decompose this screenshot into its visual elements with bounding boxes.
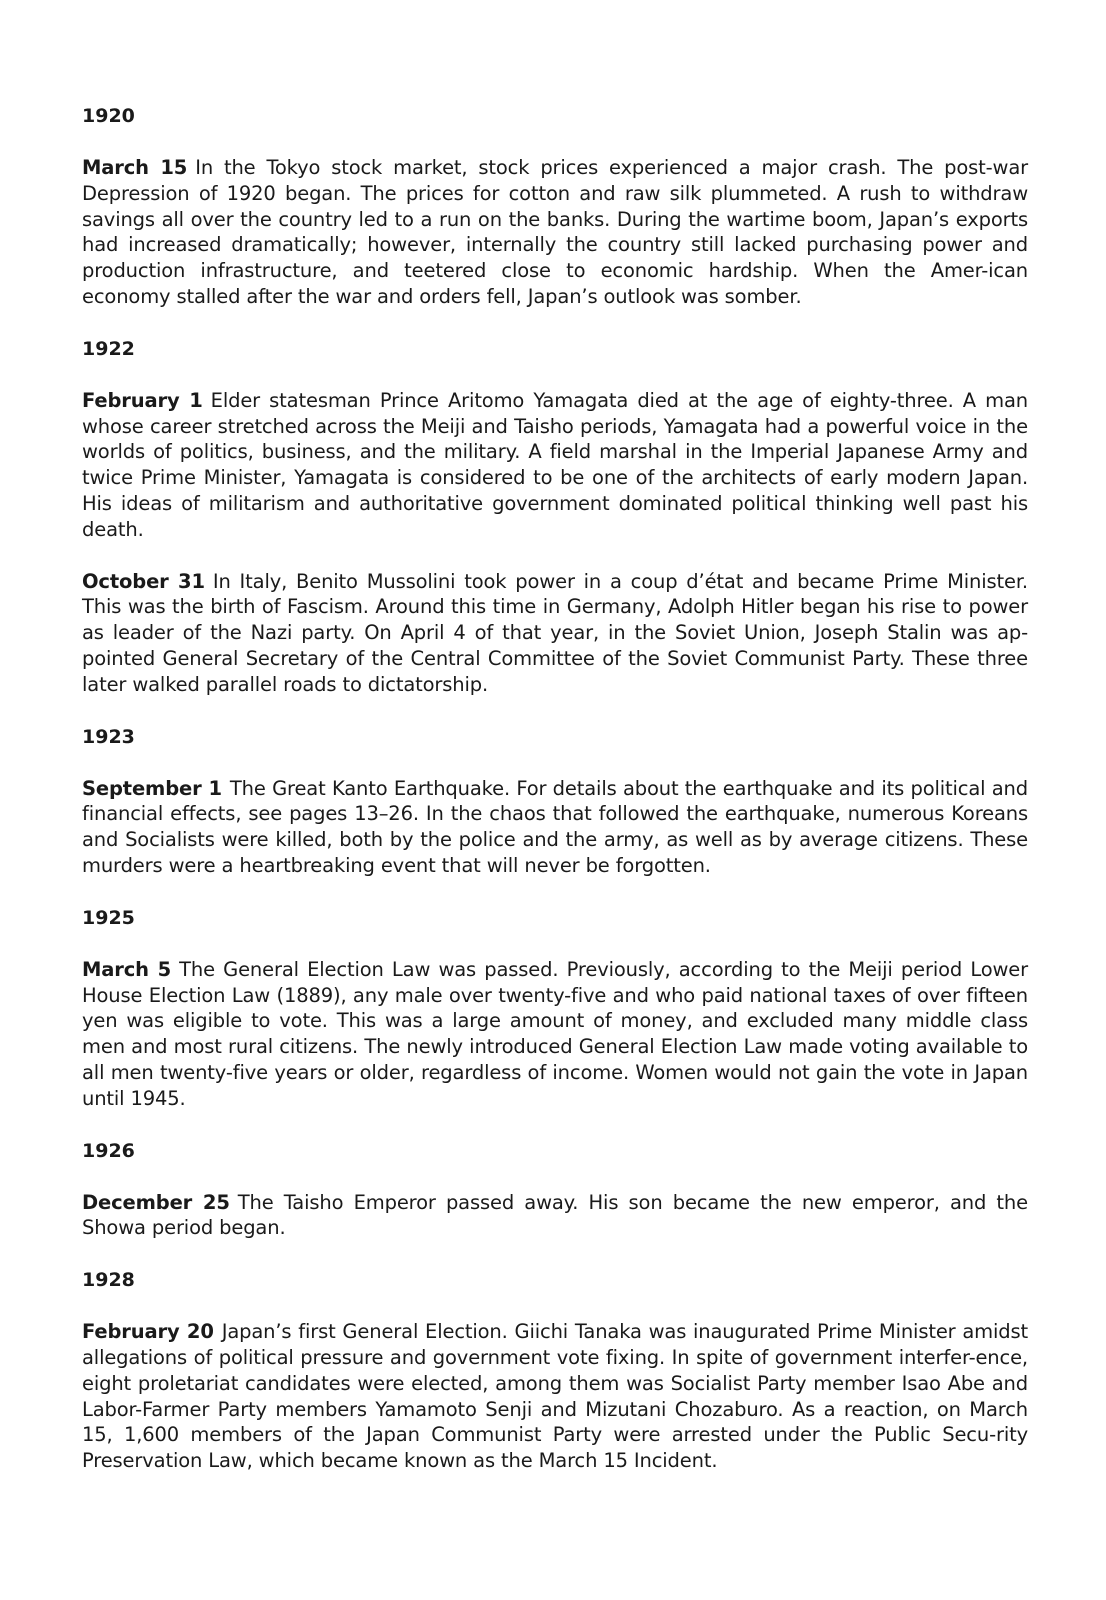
timeline-page: [82, 103, 1028, 1500]
entry-date: February 1: [82, 388, 203, 412]
entry-date: October 31: [82, 569, 205, 593]
entry-date: September 1: [82, 776, 222, 800]
timeline-entry: [82, 388, 1028, 543]
timeline-entry: [82, 569, 1028, 698]
entry-date: December 25: [82, 1190, 230, 1214]
entry-text: In Italy, Benito Mussolini took power in a coup d’état and became Prime Minister. This was the birth of Fascism. Around this time in Germany, Adolph Hitler began his rise to power as leader of the Nazi party. On April 4 of that year, in the Soviet Union, Joseph Stalin was ap-pointed General Secretary of the Central Committee of the Soviet Communist Party. These three later walked parallel roads to dictatorship.: [82, 569, 1028, 696]
entry-date: February 20: [82, 1320, 214, 1344]
year-heading: 1923: [82, 725, 135, 748]
entry-text: The Great Kanto Earthquake. For details about the earthquake and its political and financial effects, see pages 13–26. In the chaos that followed the earthquake, numerous Koreans and Socialists were killed, both by the police and the army, as well as by average citizens. These murders were a heartbreaking event that will never be forgotten.: [82, 776, 1028, 877]
year-heading: 1926: [82, 1139, 135, 1162]
timeline-entry: [82, 155, 1028, 310]
timeline-entry: [82, 776, 1028, 879]
entry-date: March 5: [82, 957, 172, 981]
timeline-entry: [82, 957, 1028, 1112]
entry-text: In the Tokyo stock market, stock prices experienced a major crash. The post-war Depression of 1920 began. The prices for cotton and raw silk plummeted. A rush to withdraw savings all over the country led to a run on the banks. During the wartime boom, Japan’s exports had increased dramatically; however, internally the country still lacked purchasing power and production infrastructure, and teetered close to economic hardship. When the Amer-ican economy stalled after the war and orders fell, Japan’s outlook was somber.: [82, 156, 1028, 308]
year-heading: 1925: [82, 906, 135, 929]
entry-date: March 15: [82, 156, 188, 179]
timeline-entry: [82, 1319, 1028, 1474]
timeline-entry: [82, 1190, 1028, 1242]
entry-text: Elder statesman Prince Aritomo Yamagata died at the age of eighty-three. A man whose career stretched across the Meiji and Taisho periods, Yamagata had a powerful voice in the worlds of politics, business, and the military. A field marshal in the Imperial Japanese Army and twice Prime Minister, Yamagata is considered to be one of the architects of early modern Japan. His ideas of militarism and authoritative government dominated political thinking well past his death.: [82, 388, 1028, 541]
year-heading: 1928: [82, 1269, 135, 1292]
year-heading: 1920: [82, 105, 135, 127]
entry-text: The General Election Law was passed. Previously, according to the Meiji period Lower House Election Law (1889), any male over twenty-five and who paid national taxes of over fifteen yen was eligible to vote. This was a large amount of money, and excluded many middle class men and most rural citizens. The newly introduced General Election Law made voting available to all men twenty-five years or older, regardless of income. Women would not gain the vote in Japan until 1945.: [82, 957, 1028, 1110]
entry-text: The Taisho Emperor passed away. His son became the new emperor, and the Showa period began.: [82, 1190, 1028, 1240]
year-heading: 1922: [82, 337, 135, 360]
entry-text: Japan’s first General Election. Giichi Tanaka was inaugurated Prime Minister amidst allegations of political pressure and government vote fixing. In spite of government interfer-ence, eight proletariat candidates were elected, among them was Socialist Party member Isao Abe and Labor-Farmer Party members Yamamoto Senji and Mizutani Chozaburo. As a reaction, on March 15, 1,600 members of the Japan Communist Party were arrested under the Public Secu-rity Preservation Law, which became known as the March 15 Incident.: [82, 1320, 1028, 1473]
